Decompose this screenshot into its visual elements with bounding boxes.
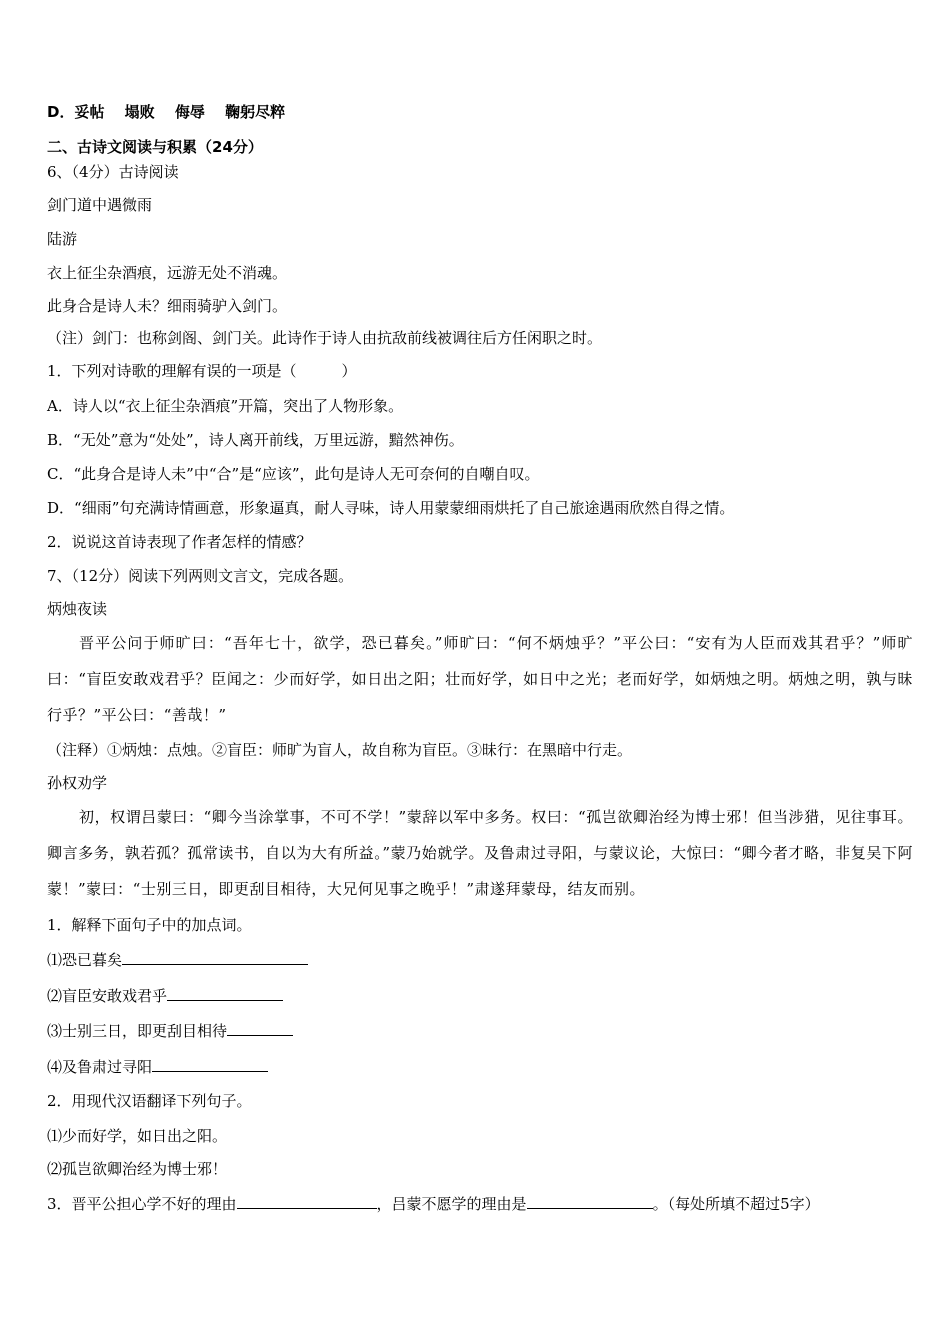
answer-blank[interactable] <box>237 1193 377 1209</box>
q7-sub2: 2．用现代汉语翻译下列句子。 <box>47 1092 252 1110</box>
q6-header: 6、（4分）古诗阅读 <box>47 163 179 181</box>
q7-sub3: 3．晋平公担心学不好的理由 ，吕蒙不愿学的理由是 。（每处所填不超过5字） <box>47 1195 820 1213</box>
q7-sub2-item: ⑵孤岂欲卿治经为博士邪！ <box>47 1160 228 1178</box>
q7-header: 7、（12分）阅读下列两则文言文，完成各题。 <box>47 567 354 585</box>
answer-blank[interactable] <box>167 985 283 1001</box>
q7-sub1-item: ⑶士别三日，即更刮目相待 <box>47 1020 293 1041</box>
answer-blank[interactable] <box>152 1056 268 1072</box>
text1-title: 炳烛夜读 <box>47 600 108 618</box>
q7-sub1-item: ⑴恐已暮矣 <box>47 949 308 970</box>
q7-sub1-item: ⑵盲臣安敢戏君乎 <box>47 985 283 1006</box>
answer-blank[interactable] <box>227 1020 293 1036</box>
option-b: B．“无处”意为“处处”，诗人离开前线，万里远游，黯然神伤。 <box>47 431 464 449</box>
option-d: D．妥帖 塌败 侮辱 鞠躬尽粹 <box>47 103 286 121</box>
q7-sub2-item: ⑴少而好学，如日出之阳。 <box>47 1127 228 1145</box>
option-c: C．“此身合是诗人未”中“合”是“应该”，此句是诗人无可奈何的自嘲自叹。 <box>47 465 540 483</box>
text1-note: （注释）①炳烛：点烛。②盲臣：师旷为盲人，故自称为盲臣。③昧行：在黑暗中行走。 <box>47 741 633 759</box>
q7-sub1: 1．解释下面句子中的加点词。 <box>47 916 252 934</box>
answer-blank[interactable] <box>527 1193 653 1209</box>
answer-blank[interactable] <box>122 949 308 965</box>
poem-note: （注）剑门：也称剑阁、剑门关。此诗作于诗人由抗敌前线被调往后方任闲职之时。 <box>47 329 603 347</box>
option-a: A．诗人以“衣上征尘杂酒痕”开篇，突出了人物形象。 <box>47 397 404 415</box>
poem-line-2: 此身合是诗人未？细雨骑驴入剑门。 <box>47 297 288 315</box>
text1-body: 晋平公问于师旷曰：“吾年七十，欲学，恐已暮矣。”师旷曰：“何不炳烛乎？”平公曰：“安有为人臣而戏其君乎？”师旷曰：“盲臣安敢戏君乎？臣闻之：少而好学，如日出之阳；壮而好学，如日中之光；老而好学，如炳烛之明。炳烛之明，孰与昧行乎？”平公曰：“善哉！” <box>47 634 913 724</box>
q7-sub1-item: ⑷及鲁肃过寻阳 <box>47 1056 268 1077</box>
poem-line-1: 衣上征尘杂酒痕，远游无处不消魂。 <box>47 264 288 282</box>
poem-title: 剑门道中遇微雨 <box>47 196 153 214</box>
section-title: 二、古诗文阅读与积累（24分） <box>47 138 263 156</box>
q6-sub2: 2．说说这首诗表现了作者怎样的情感？ <box>47 533 312 551</box>
option-d-poem: D．“细雨”句充满诗情画意，形象逼真，耐人寻味，诗人用蒙蒙细雨烘托了自己旅途遇雨欣然自得之情。 <box>47 499 735 517</box>
text2-body: 初，权谓吕蒙曰：“卿今当涂掌事，不可不学！”蒙辞以军中多务。权曰：“孤岂欲卿治经为博士邪！但当涉猎，见往事耳。卿言多务，孰若孤？孤常读书，自以为大有所益。”蒙乃始就学。及鲁肃过寻阳，与蒙议论，大惊曰：“卿今者才略，非复吴下阿蒙！”蒙曰：“士别三日，即更刮目相待，大兄何见事之晚乎！”肃遂拜蒙母，结友而别。 <box>47 808 913 898</box>
text2-title: 孙权劝学 <box>47 774 108 792</box>
poem-author: 陆游 <box>47 230 78 248</box>
q6-sub1: 1．下列对诗歌的理解有误的一项是（ ） <box>47 362 357 380</box>
